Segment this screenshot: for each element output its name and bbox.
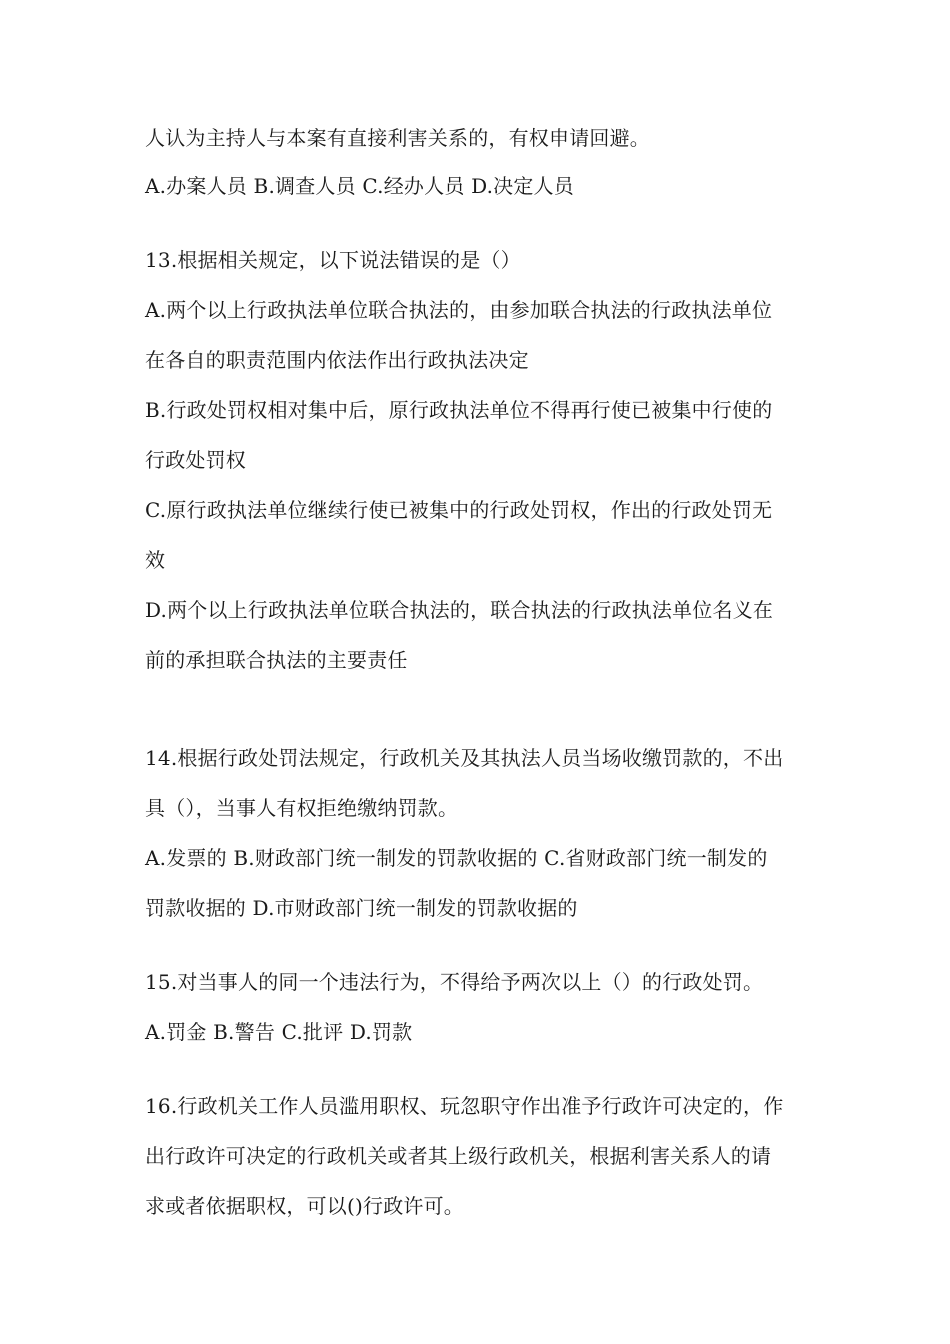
question-13-option-a-line1: A.两个以上行政执法单位联合执法的，由参加联合执法的行政执法单位 — [145, 298, 773, 322]
question-13-option-b-line2: 行政处罚权 — [145, 448, 246, 472]
question-14-options-line1: A.发票的 B.财政部门统一制发的罚款收据的 C.省财政部门统一制发的 — [145, 846, 768, 870]
question-12-options: A.办案人员 B.调查人员 C.经办人员 D.决定人员 — [145, 174, 574, 198]
question-15-options: A.罚金 B.警告 C.批评 D.罚款 — [145, 1020, 413, 1044]
question-13-option-d-line1: D.两个以上行政执法单位联合执法的，联合执法的行政执法单位名义在 — [145, 598, 774, 622]
question-12-tail: 人认为主持人与本案有直接利害关系的，有权申请回避。 — [145, 126, 650, 150]
question-13-option-b-line1: B.行政处罚权相对集中后，原行政执法单位不得再行使已被集中行使的 — [145, 398, 773, 422]
question-14-text-line1: 14.根据行政处罚法规定，行政机关及其执法人员当场收缴罚款的，不出 — [145, 746, 784, 770]
question-13-option-d-line2: 前的承担联合执法的主要责任 — [145, 648, 408, 672]
question-16-text-line3: 求或者依据职权，可以()行政许可。 — [145, 1194, 465, 1218]
question-13-option-c-line2: 效 — [145, 548, 166, 572]
question-13-option-c-line1: C.原行政执法单位继续行使已被集中的行政处罚权，作出的行政处罚无 — [145, 498, 773, 522]
question-14-text-line2: 具（），当事人有权拒绝缴纳罚款。 — [145, 796, 459, 820]
question-15-text: 15.对当事人的同一个违法行为，不得给予两次以上（）的行政处罚。 — [145, 970, 764, 994]
question-14-options-line2: 罚款收据的 D.市财政部门统一制发的罚款收据的 — [145, 896, 578, 920]
question-16-text-line2: 出行政许可决定的行政机关或者其上级行政机关，根据利害关系人的请 — [145, 1144, 772, 1168]
question-13-option-a-line2: 在各自的职责范围内依法作出行政执法决定 — [145, 348, 529, 372]
question-13-text: 13.根据相关规定，以下说法错误的是（） — [145, 248, 521, 272]
question-16-text-line1: 16.行政机关工作人员滥用职权、玩忽职守作出准予行政许可决定的，作 — [145, 1094, 784, 1118]
